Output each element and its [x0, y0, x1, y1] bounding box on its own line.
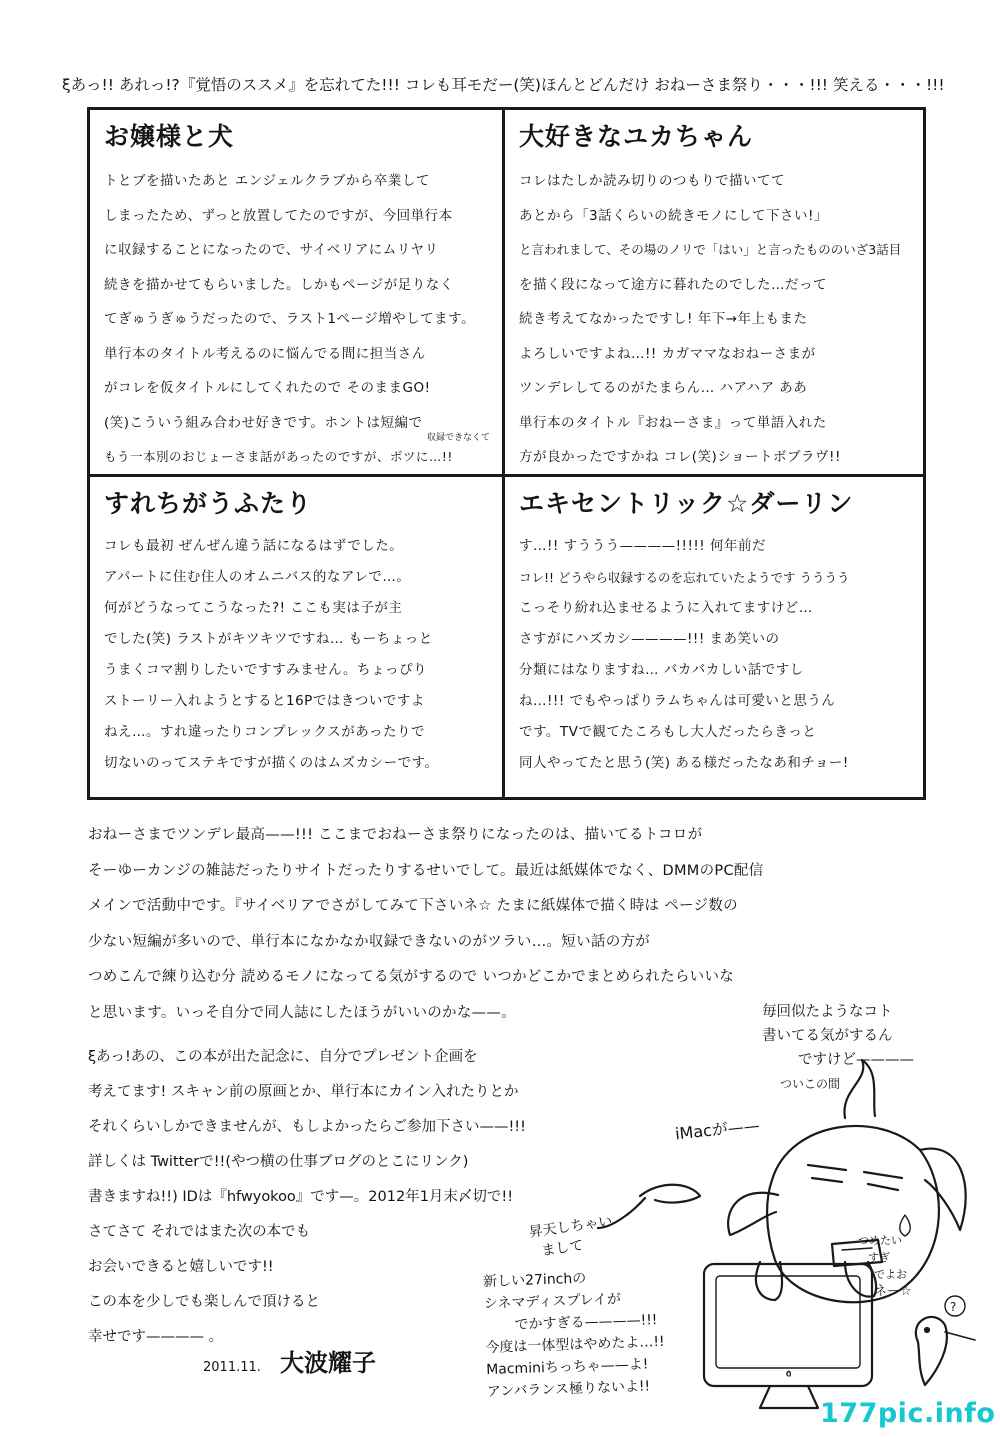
text-line: もう一本別のおじょーさま話があったのですが、ボツに…!!	[104, 449, 453, 464]
imac-label: iMacが——	[674, 1115, 761, 1144]
panel-title: すれちがうふたり	[104, 489, 313, 518]
text-line: 今度は一体型はやめたよ…!!	[485, 1333, 665, 1357]
text-line: Macminiちっちゃ——よ!	[485, 1356, 649, 1379]
text-line: それくらいしかできませんが、もしよかったらご参加下さい——!!!	[88, 1119, 526, 1135]
text-line: アパートに住む住人のオムニバス的なアレで…。	[104, 569, 411, 585]
text-line: しまったため、ずっと放置してたのですが、今回単行本	[104, 207, 453, 224]
text-line: コレも最初 ぜんぜん違う話になるはずでした。	[104, 538, 404, 554]
text-line: 何がどうなってこうなった?! ここも実は子が主	[104, 600, 403, 616]
text-line: シネマディスプレイが	[483, 1291, 622, 1313]
text-line: お会いできると嬉しいです!!	[88, 1259, 274, 1275]
text-line: ξあっ!あの、この本が出た記念に、自分でプレゼント企画を	[88, 1049, 478, 1065]
text-line: 幸せです———— 。	[88, 1329, 224, 1345]
text-line: つめこんで練り込む分 読めるモノになってる気がするので いつかどこかでまとめられたらいいな	[88, 969, 735, 985]
bird-note	[858, 1232, 912, 1300]
text-line: 同人やってたと思う(笑) ある様だったなあ和チョー!	[519, 755, 849, 771]
text-line: コレはたしか読み切りのつもりで描いてて	[519, 173, 785, 189]
text-line: 書きますね!!) IDは『hfwyokoo』です—。2012年1月末〆切で!!	[88, 1189, 514, 1205]
text-line: でよお	[874, 1268, 907, 1281]
text-line: でかすぎる————!!!	[514, 1312, 658, 1334]
text-line: 毎回似たようなコト	[762, 1004, 893, 1020]
text-line: 考えてます! スキャン前の原画とか、単行本にカイン入れたりとか	[88, 1084, 519, 1100]
text-line: トとブを描いたあと エンジェルクラブから卒業して	[104, 173, 430, 189]
right-eye	[868, 1184, 898, 1190]
site-watermark: 177pic.info	[820, 1398, 996, 1429]
text-line: (笑)こういう組み合わせ好きです。ホントは短編で	[104, 414, 423, 431]
text-line: まして	[540, 1237, 585, 1260]
text-line: この本を少しでも楽しんで頂けると	[88, 1294, 320, 1310]
text-line: でした(笑) ラストがキツキツですね… もーちょっと	[104, 631, 433, 647]
text-line: 切ないのってステキですが描くのはムズカシーです。	[104, 755, 439, 771]
text-line: がコレを仮タイトルにしてくれたので そのままGO!	[104, 380, 431, 396]
text-line: さてさて それではまた次の本でも	[88, 1224, 311, 1240]
text-line: よろしいですよね…!! カガママなおねーさまが	[519, 345, 816, 362]
text-line: に収録することになったので、サイベリアにムリヤリ	[104, 242, 439, 258]
text-line: コレ!! どうやら収録するのを忘れていたようです うううう	[519, 570, 850, 585]
text-line: つめたい	[858, 1234, 902, 1247]
left-ear	[728, 1193, 778, 1235]
text-line: ストーリー入れようとすると16Pではきついですよ	[104, 693, 425, 709]
text-line: 新しい27inchの	[482, 1270, 587, 1291]
text-line: です。TVで観てたころもし大人だったらきっと	[519, 724, 817, 740]
text-line: 単行本のタイトル『おねーさま』って単語入れた	[519, 414, 827, 431]
text-line: うまくコマ割りしたいですすみません。ちょっぴり	[104, 662, 427, 678]
text-line: 単行本のタイトル考えるのに悩んでる間に担当さん	[104, 345, 426, 362]
text-line: すぎ	[868, 1251, 890, 1264]
text-line: 続き考えてなかったですし! 年下→年上もまた	[519, 311, 808, 327]
text-line: を描く段になって途方に暮れたのでした…だって	[519, 276, 827, 293]
top-note: ξあっ!! あれっ!?『覚悟のススメ』を忘れてた!!! コレも耳モだー(笑)ほんとどんだけ おねーさま祭り・・・!!! 笑える・・・!!!	[62, 76, 945, 94]
text-line: ですけど————	[798, 1052, 914, 1068]
text-line: 少ない短編が多いので、単行本になかなか収録できないのがツラい…。短い話の方が	[88, 933, 651, 950]
text-line: メインで活動中です。『サイベリアでさがしてみて下さいネ☆ たまに紙媒体で描く時は ページ数の	[88, 898, 738, 914]
panel-title: エキセントリック☆ダーリン	[519, 489, 854, 518]
text-line: ネー☆	[874, 1284, 912, 1299]
panel-title: お嬢様と犬	[104, 122, 235, 151]
text-line: こっそり紛れ込ませるように入れてますけど…	[519, 600, 813, 616]
text-line: 詳しくは Twitterで!!(やつ横の仕事ブログのとこにリンク)	[88, 1154, 469, 1170]
signature-name: 大波耀子	[279, 1349, 376, 1377]
text-line: 昇天しちゃい	[527, 1213, 614, 1241]
panel-title: 大好きなユカちゃん	[519, 122, 754, 151]
side-note-repeat	[762, 1000, 914, 1096]
text-line: てぎゅうぎゅうだったので、ラスト1ページ増やしてます。	[104, 311, 476, 327]
text-line: 書いてる気がするん	[762, 1028, 893, 1044]
text-line: と言われまして、その場のノリで「はい」と言ったもののいざ3話目	[519, 242, 902, 257]
monitor-stand	[760, 1386, 818, 1408]
soul-wing	[598, 1185, 700, 1228]
text-line: おねーさまでツンデレ最高——!!! ここまでおねーさま祭りになったのは、描いてるトコロが	[88, 827, 703, 843]
text-line: そーゆーカンジの雑誌だったりサイトだったりするせいでして。最近は紙媒体でなく、DMMのPC配信	[88, 862, 764, 879]
margin-note: 収録できなくて	[426, 433, 490, 443]
text-line: あとから「3話くらいの続きモノにして下さい!」	[519, 207, 828, 224]
text-line: ついこの間	[780, 1077, 841, 1091]
text-line: さすがにハズカシ————!!! まあ笑いの	[519, 631, 780, 647]
text-line: アンバランス極りないよ!!	[486, 1378, 651, 1401]
text-line: 続きを描かせてもらいました。しかもページが足りなく	[104, 276, 454, 293]
small-bird	[916, 1317, 947, 1385]
left-eye	[812, 1178, 842, 1182]
text-line: ねえ…。すれ違ったりコンプレックスがあったりで	[104, 724, 426, 740]
text-line: と思います。いっそ自分で同人誌にしたほうがいいのかな——。	[88, 1004, 517, 1021]
text-line: ツンデレしてるのがたまらん… ハアハア ああ	[519, 380, 808, 396]
text-line: 方が良かったですかね コレ(笑)ショートボブラヴ!!	[519, 449, 841, 465]
monitor-complaint-note	[483, 1265, 667, 1403]
svg-text:?: ?	[950, 1300, 957, 1314]
text-line: ね…!!! でもやっぱりラムちゃんは可愛いと思うん	[519, 693, 836, 709]
text-line: 分類にはなりますね… バカバカしい話ですし	[519, 662, 804, 678]
text-line: す…!! すううう————!!!!! 何年前だ	[519, 538, 766, 554]
signature-date: 2011.11.	[203, 1360, 261, 1375]
brow	[808, 1165, 902, 1178]
